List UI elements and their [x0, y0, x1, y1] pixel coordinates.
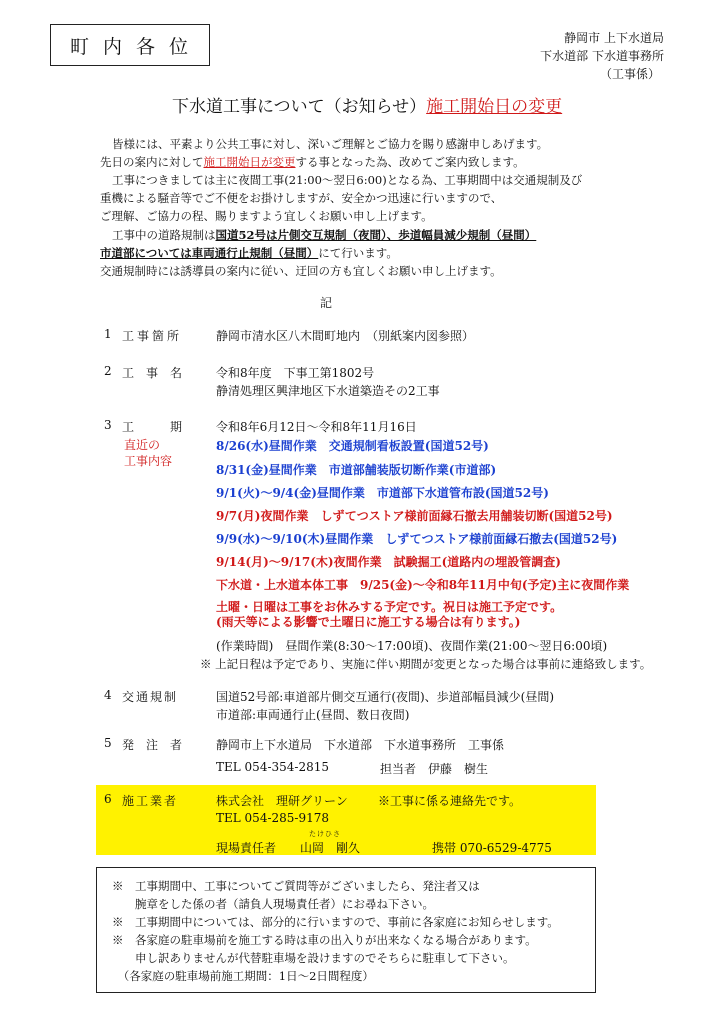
- schedule-item: 8/26(水)昼間作業 交通規制看板設置(国道52号): [216, 439, 489, 453]
- item-3-number: 3: [104, 418, 112, 432]
- schedule-note: ※ 上記日程は予定であり、実施に伴い期間が変更となった場合は事前に連絡致します。: [200, 657, 652, 671]
- item-5-label: 発 注 者: [122, 738, 183, 752]
- item-6-number: 6: [104, 792, 112, 806]
- site-manager: 現場責任者 山岡 剛久: [216, 841, 361, 855]
- intro-line-2-highlight: 施工開始日が変更: [203, 155, 296, 169]
- contractor-tel: TEL 054-285-9178: [216, 811, 330, 825]
- intro-line-2: [100, 153, 660, 171]
- item-2-number: 2: [104, 364, 112, 378]
- item-4-value-2: 市道部:車両通行止(昼間、数日夜間): [216, 708, 410, 722]
- schedule-item: 土曜・日曜は工事をお休みする予定です。祝日は施工予定です。: [216, 600, 563, 614]
- recent-work-label-1: 直近の: [124, 438, 161, 452]
- note-line-3: ※ 工事期間中については、部分的に行いますので、事前に各家庭にお知らせします。: [112, 915, 559, 929]
- item-1-value: 静岡市清水区八木間町地内 （別紙案内図参照）: [216, 329, 475, 343]
- item-2-value-1: 令和8年度 下事工第1802号: [216, 366, 375, 380]
- recipient-box: [50, 24, 210, 66]
- schedule-item: 8/31(金)昼間作業 市道部舗装版切断作業(市道部): [216, 463, 497, 477]
- intro-line-3: 工事につきましては主に夜間工事(21:00～翌日6:00)となる為、工事期間中は交通規制及び: [112, 173, 583, 187]
- item-4-number: 4: [104, 688, 112, 702]
- orderer-person: 担当者 伊藤 樹生: [380, 762, 489, 776]
- work-hours: (作業時間) 昼間作業(8:30～17:00頃)、夜間作業(21:00～翌日6:00頃): [216, 639, 608, 653]
- item-1-number: 1: [104, 327, 112, 341]
- title-highlight: 施工開始日の変更: [426, 97, 563, 117]
- note-line-5: 申し訳ありませんが代替駐車場を設けますのでそちらに駐車して下さい。: [112, 951, 515, 965]
- contractor-company: 株式会社 理研グリーン: [216, 794, 348, 808]
- intro-line-8: 交通規制時には誘導員の案内に従い、迂回の方も宜しくお願い申し上げます。: [100, 264, 502, 278]
- contractor-note: ※工事に係る連絡先です。: [378, 794, 522, 808]
- item-6-label: 施工業者: [122, 794, 179, 808]
- schedule-item: 9/14(月)～9/17(木)夜間作業 試験掘工(道路内の埋設管調査): [216, 555, 561, 569]
- item-3-label: 工 期: [122, 420, 183, 434]
- schedule-item: 9/9(水)～9/10(木)昼間作業 しずてつストア様前面縁石撤去(国道52号): [216, 532, 618, 546]
- item-5-number: 5: [104, 736, 112, 750]
- note-line-2: 腕章をした係の者（請負人現場責任者）にお尋ね下さい。: [112, 897, 434, 911]
- intro-line-4: 重機による騒音等でご不便をお掛けしますが、安全かつ迅速に行いますので、: [100, 191, 503, 205]
- intro-line-7b: にて行います。: [318, 246, 398, 260]
- manager-ruby: たけひさ: [309, 830, 341, 838]
- item-4-value-1: 国道52号部:車道部片側交互通行(夜間)、歩道部幅員減少(昼間): [216, 690, 555, 704]
- issuer-org-line-3: （工事係）: [599, 67, 660, 81]
- intro-line-6-highlight: 国道52号は片側交互規制（夜間）、歩道幅員減少規制（昼間）: [215, 228, 537, 242]
- item-4-label: 交通規制: [122, 690, 179, 704]
- intro-line-6: [112, 226, 672, 244]
- intro-line-2a: 先日の案内に対して: [100, 155, 204, 169]
- ki-heading: 記: [320, 296, 333, 310]
- item-1-label: 工事箇所: [122, 329, 183, 343]
- intro-line-7: [100, 244, 660, 262]
- intro-line-7-highlight: 市道部については車両通行止規制（昼間）: [100, 246, 319, 260]
- intro-line-2c: する事となった為、改めてご案内致します。: [295, 155, 525, 169]
- title-prefix: 下水道工事について（お知らせ）: [172, 97, 427, 117]
- intro-line-6a: 工事中の道路規制は: [112, 228, 216, 242]
- orderer-tel: TEL 054-354-2815: [216, 760, 330, 774]
- schedule-item: 下水道・上水道本体工事 9/25(金)～令和8年11月中旬(予定)主に夜間作業: [216, 578, 630, 592]
- schedule-item: 9/1(火)～9/4(金)昼間作業 市道部下水道管布設(国道52号): [216, 486, 549, 500]
- intro-line-5: ご理解、ご協力の程、賜りますよう宜しくお願い申し上げます。: [100, 209, 433, 223]
- issuer-org-line-2: 下水道部 下水道事務所: [540, 49, 664, 63]
- item-2-value-2: 静清処理区興津地区下水道築造その2工事: [216, 384, 440, 398]
- note-line-4: ※ 各家庭の駐車場前を施工する時は車の出入りが出来なくなる場合があります。: [112, 933, 537, 947]
- contractor-mobile: 携帯 070-6529-4775: [432, 841, 552, 855]
- note-line-6: （各家庭の駐車場前施工期間：1日～2日間程度）: [112, 969, 374, 983]
- note-line-1: ※ 工事期間中、工事についてご質問等がございましたら、発注者又は: [112, 879, 480, 893]
- item-3-value: 令和8年6月12日～令和8年11月16日: [216, 420, 417, 434]
- recent-work-label-2: 工事内容: [124, 454, 173, 468]
- schedule-item: 9/7(月)夜間作業 しずてつストア様前面縁石撤去用舗装切断(国道52号): [216, 509, 613, 523]
- item-5-value: 静岡市上下水道局 下水道部 下水道事務所 工事係: [216, 738, 505, 752]
- schedule-item: (雨天等による影響で土曜日に施工する場合は有ります。): [216, 615, 521, 629]
- document-title: [172, 92, 562, 117]
- item-2-label: 工 事 名: [122, 366, 183, 380]
- recipient-label: 町内各位: [69, 35, 202, 58]
- issuer-org-line-1: 静岡市 上下水道局: [564, 31, 664, 45]
- intro-line-1: 皆様には、平素より公共工事に対し、深いご理解とご協力を賜り感謝申しあげます。: [112, 137, 549, 151]
